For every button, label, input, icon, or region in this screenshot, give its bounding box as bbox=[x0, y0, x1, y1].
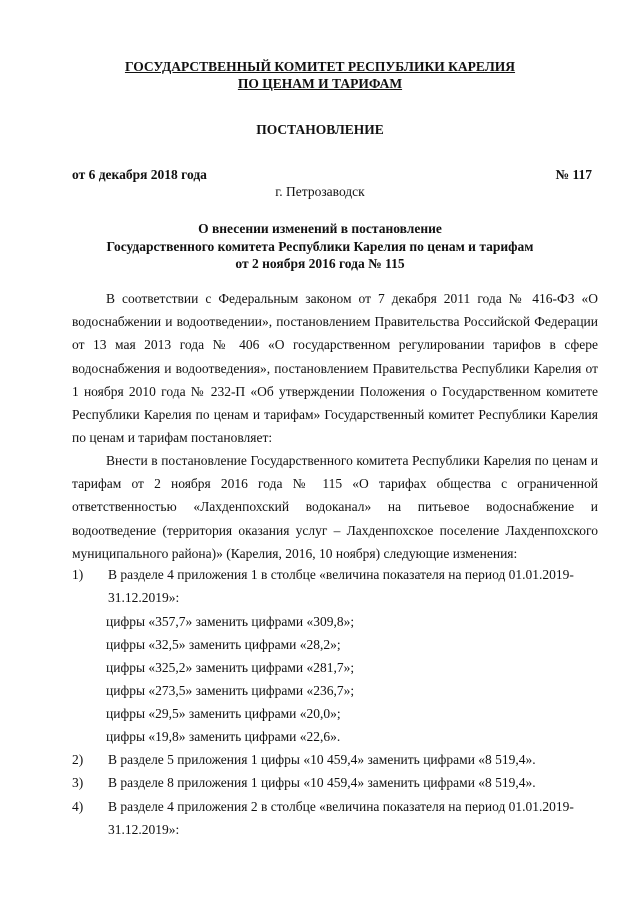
preamble-paragraph: В соответствии с Федеральным законом от 7 декабря 2011 года № 416-ФЗ «О водоснабжении и водоотведении», постановлением Правительства Российской Федерации от 13 мая 2013 года № 406 «О государственном регулировании тарифов в сфере водоснабжения и водоотведения», постановлением Правительства Республики Карелия от 1 ноября 2010 года № 232-П «Об утверждении Положения о Государственном комитете Республики Карелия по ценам и тарифам» Государственный комитет Республики Карелия по ценам и тарифам постановляет: bbox=[72, 291, 598, 446]
replacement-line-3: цифры «325,2» заменить цифрами «281,7»; bbox=[106, 660, 355, 675]
list-item-text: В разделе 8 приложения 1 цифры «10 459,4» заменить цифрами «8 519,4». bbox=[108, 775, 536, 790]
list-item-continuation: 31.12.2019»: bbox=[108, 590, 180, 606]
list-item-number: 3) bbox=[72, 775, 84, 790]
list-item-2 bbox=[72, 748, 598, 771]
replacement-line-1: цифры «357,7» заменить цифрами «309,8»; bbox=[106, 614, 355, 629]
list-item-4 bbox=[72, 795, 598, 841]
subject-line2: Государственного комитета Республики Карелия по ценам и тарифам bbox=[106, 239, 534, 254]
document-city: г. Петрозаводск bbox=[275, 184, 365, 199]
replacement-line-4: цифры «273,5» заменить цифрами «236,7»; bbox=[106, 683, 355, 698]
list-item-1 bbox=[72, 563, 598, 609]
agency-name-line1: ГОСУДАРСТВЕННЫЙ КОМИТЕТ РЕСПУБЛИКИ КАРЕЛИЯ bbox=[124, 59, 516, 74]
document-date: от 6 декабря 2018 года bbox=[72, 167, 207, 182]
list-item-text: В разделе 4 приложения 2 в столбце «величина показателя на период 01.01.2019- bbox=[108, 799, 574, 814]
list-item-number: 4) bbox=[72, 799, 84, 814]
document-number: № 117 bbox=[555, 167, 592, 182]
intro-paragraph: Внести в постановление Государственного комитета Республики Карелия по ценам и тарифам от 2 ноября 2016 года № 115 «О тарифах общества с ограниченной ответственностью «Лахденпохский водоканал» на питьевое водоснабжение и водоотведение (территория оказания услуг – Лахденпохское поселение Лахденпохского муниципального района)» (Карелия, 2016, 10 ноября) следующие изменения: bbox=[72, 453, 598, 561]
agency-name-line2: ПО ЦЕНАМ И ТАРИФАМ bbox=[237, 76, 403, 91]
list-item-3 bbox=[72, 771, 598, 794]
replacement-line-2: цифры «32,5» заменить цифрами «28,2»; bbox=[106, 637, 341, 652]
list-item-text: В разделе 4 приложения 1 в столбце «величина показателя на период 01.01.2019- bbox=[108, 567, 574, 582]
list-item-text: В разделе 5 приложения 1 цифры «10 459,4» заменить цифрами «8 519,4». bbox=[108, 752, 536, 767]
replacement-line-5: цифры «29,5» заменить цифрами «20,0»; bbox=[106, 706, 341, 721]
subject-line1: О внесении изменений в постановление bbox=[198, 221, 442, 236]
document-type: ПОСТАНОВЛЕНИЕ bbox=[256, 122, 384, 137]
list-item-continuation: 31.12.2019»: bbox=[108, 822, 180, 838]
list-item-number: 1) bbox=[72, 567, 84, 582]
list-item-number: 2) bbox=[72, 752, 84, 767]
subject-line3: от 2 ноября 2016 года № 115 bbox=[235, 256, 405, 271]
replacement-line-6: цифры «19,8» заменить цифрами «22,6». bbox=[106, 729, 341, 744]
